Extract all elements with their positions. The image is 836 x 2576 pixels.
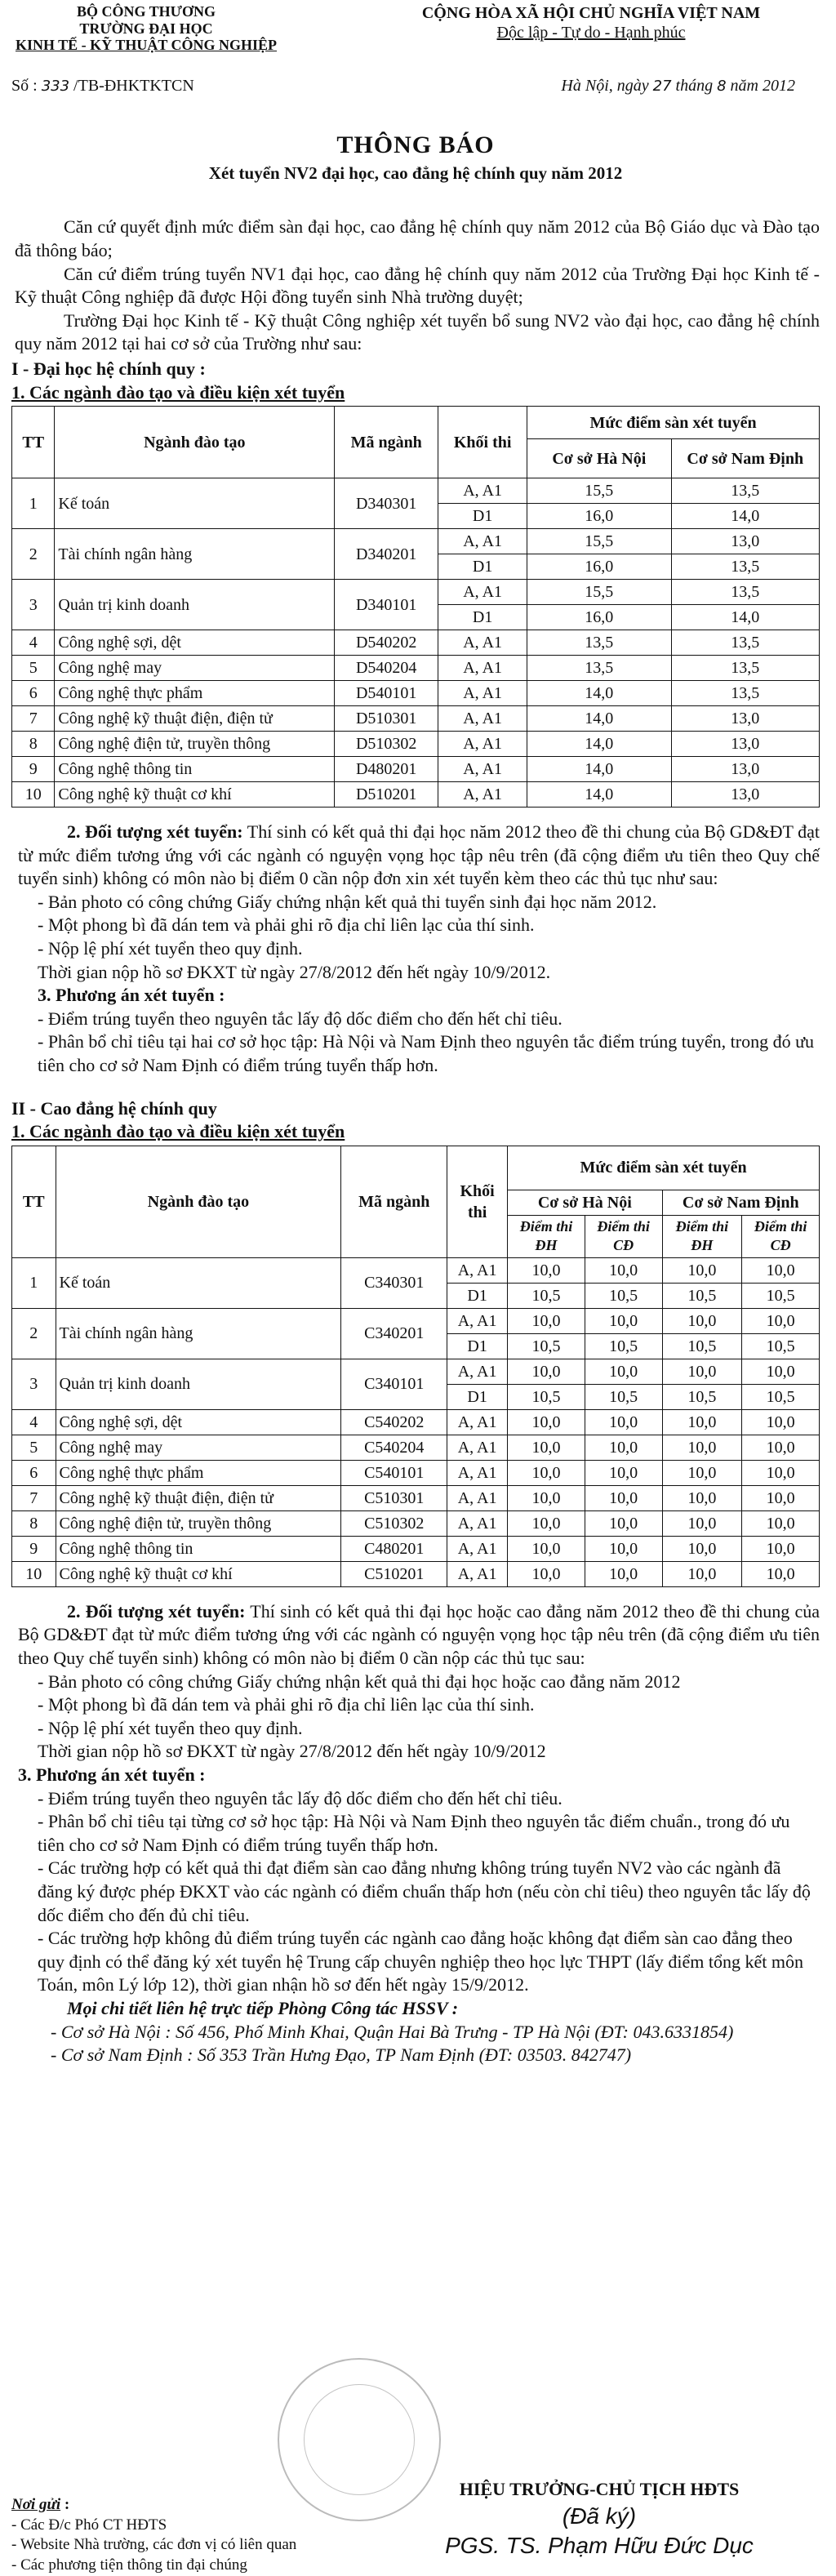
score-hanoi-dh: 10,0 [508,1485,585,1510]
row-number: 8 [12,1510,56,1536]
row-number: 2 [12,529,55,580]
score-namdinh-dh: 10,0 [662,1435,742,1460]
score-namdinh-dh: 10,0 [662,1561,742,1586]
eligibility-label: 2. Đối tượng xét tuyển: [67,821,243,843]
score-namdinh: 13,0 [671,757,820,782]
table-row [12,782,820,808]
score-namdinh: 13,0 [671,732,820,757]
row-number: 1 [12,478,55,529]
table-row [12,656,820,681]
date-month: 8 [717,78,727,96]
score-namdinh: 13,5 [671,554,820,580]
score-hanoi-cd: 10,5 [585,1333,662,1359]
score-namdinh-dh: 10,0 [662,1308,742,1333]
exam-block: A, A1 [438,732,527,757]
row-number: 10 [12,782,55,808]
table-row [12,529,820,554]
row-number: 7 [12,706,55,732]
score-hanoi-cd: 10,5 [585,1283,662,1308]
exam-block: D1 [447,1333,508,1359]
submission-period: Thời gian nộp hồ sơ ĐKXT từ ngày 27/8/2012 đến hết ngày 10/9/2012 [38,1741,546,1762]
score-hanoi-dh: 10,0 [508,1308,585,1333]
score-namdinh-dh: 10,0 [662,1536,742,1561]
exam-block: D1 [447,1283,508,1308]
score-hanoi-cd: 10,0 [585,1359,662,1384]
score-hanoi-dh: 10,0 [508,1536,585,1561]
intro-paragraphs [11,216,820,356]
recipients-block: Nơi gửi : - Các Đ/c Phó CT HĐTS - Website Nhà trường, các đơn vị có liên quan - Các phương tiện thông tin đại chúng [11,2495,296,2576]
section-university-heading: I - Đại học hệ chính quy : [11,358,206,379]
table-row [12,1460,820,1485]
program-code: D510201 [335,782,438,808]
score-hanoi: 14,0 [527,757,671,782]
table-row [12,580,820,605]
score-hanoi-cd: 10,0 [585,1510,662,1536]
table-row [12,732,820,757]
row-number: 10 [12,1561,56,1586]
col-namdinh: Cơ sở Nam Định [662,1190,820,1215]
score-namdinh-cd: 10,0 [742,1460,820,1485]
score-namdinh: 13,5 [671,630,820,656]
score-hanoi: 14,0 [527,782,671,808]
score-hanoi-cd: 10,0 [585,1536,662,1561]
method-item: - Điểm trúng tuyển theo nguyên tắc lấy độ dốc điểm cho đến hết chỉ tiêu. [38,1787,563,1809]
section-university-programs-heading: 1. Các ngành đào tạo và điều kiện xét tuyển [11,381,345,403]
reference-line [11,75,820,96]
intro-paragraph: Trường Đại học Kinh tế - Kỹ thuật Công nghiệp xét tuyển bổ sung NV2 vào đại học, cao đẳng hệ chính quy năm 2012 tại hai cơ sở của Trường như sau: [15,309,820,354]
issuer-block [11,3,281,54]
row-number: 8 [12,732,55,757]
score-hanoi-dh: 10,0 [508,1257,585,1283]
program-code: C540101 [341,1460,447,1485]
nation-block [362,3,820,54]
table-row [12,1409,820,1435]
score-hanoi-cd: 10,0 [585,1409,662,1435]
program-name: Công nghệ thực phẩm [55,681,335,706]
score-hanoi: 15,5 [527,529,671,554]
score-hanoi: 14,0 [527,732,671,757]
program-code: C510201 [341,1561,447,1586]
program-code: C540204 [341,1435,447,1460]
score-hanoi: 15,5 [527,580,671,605]
score-namdinh-cd: 10,0 [742,1536,820,1561]
submission-period: Thời gian nộp hồ sơ ĐKXT từ ngày 27/8/2012 đến hết ngày 10/9/2012. [38,961,551,982]
document-date: Hà Nội, ngày 27 tháng 8 năm 2012 [561,77,795,96]
col-exam-block: Khối thi [447,1146,508,1257]
row-number: 6 [12,681,55,706]
row-number: 3 [12,580,55,630]
exam-block: A, A1 [438,580,527,605]
school-name-line1: TRƯỜNG ĐẠI HỌC [79,20,213,37]
requirement-item: - Bản photo có công chứng Giấy chứng nhận kết quả thi đại học hoặc cao đẳng năm 2012 [38,1671,681,1692]
recipient-item: - Các phương tiện thông tin đại chúng [11,2556,247,2574]
program-code: D510302 [335,732,438,757]
recipients-label: Nơi gửi [11,2496,61,2513]
recipient-item: - Website Nhà trường, các đơn vị có liên quan [11,2536,297,2554]
program-name: Công nghệ thông tin [56,1536,341,1561]
program-code: D540204 [335,656,438,681]
document-number: Số : 333 /TB-ĐHKTKTCN [11,77,194,96]
exam-block: A, A1 [447,1536,508,1561]
score-namdinh: 13,0 [671,782,820,808]
score-namdinh: 14,0 [671,504,820,529]
col-hanoi: Cơ sở Hà Nội [508,1190,662,1215]
program-name: Công nghệ thực phẩm [56,1460,341,1485]
row-number: 5 [12,1435,56,1460]
col-hanoi-cd: Điểm thi CĐ [585,1215,662,1257]
score-hanoi-dh: 10,0 [508,1561,585,1586]
section-college-heading: II - Cao đẳng hệ chính quy [11,1097,217,1119]
exam-block: A, A1 [447,1435,508,1460]
university-table-body [12,478,820,808]
score-namdinh-cd: 10,0 [742,1257,820,1283]
program-name: Công nghệ sợi, dệt [55,630,335,656]
program-name: Công nghệ kỹ thuật cơ khí [56,1561,341,1586]
eligibility-text: Thí sinh có kết quả thi đại học hoặc cao đẳng năm 2012 theo đề thi chung của Bộ GD&ĐT đạt từ mức điểm tương ứng với các ngành có nguyện vọng học tập nêu trên (đã cộng điểm ưu tiên theo Quy chế tuyển sinh) không có môn nào bị điểm 0 cần nộp các thủ tục sau: [18,1600,820,1669]
program-name: Công nghệ điện tử, truyền thông [55,732,335,757]
score-namdinh-cd: 10,0 [742,1308,820,1333]
row-number: 9 [12,757,55,782]
eligibility-label: 2. Đối tượng xét tuyển: [67,1600,246,1622]
university-programs-table [11,406,820,808]
nation-name: CỘNG HÒA XÃ HỘI CHỦ NGHĨA VIỆT NAM [421,4,761,22]
date-day: 27 [652,78,672,96]
ministry-name: BỘ CÔNG THƯƠNG [76,3,216,20]
score-hanoi: 16,0 [527,504,671,529]
program-code: C510302 [341,1510,447,1536]
score-hanoi-dh: 10,0 [508,1510,585,1536]
table-row [12,1308,820,1333]
row-number: 4 [12,1409,56,1435]
program-name: Công nghệ sợi, dệt [56,1409,341,1435]
signer-name: PGS. TS. Phạm Hữu Đức Dục [445,2532,754,2558]
score-hanoi: 14,0 [527,706,671,732]
score-namdinh-cd: 10,5 [742,1333,820,1359]
score-hanoi-cd: 10,0 [585,1308,662,1333]
score-hanoi: 15,5 [527,478,671,504]
score-hanoi-cd: 10,0 [585,1561,662,1586]
col-min-score: Mức điểm sàn xét tuyển [508,1146,820,1190]
exam-block: A, A1 [438,656,527,681]
contact-heading: Mọi chi tiết liên hệ trực tiếp Phòng Công tác HSSV : [67,1997,459,2018]
score-namdinh-dh: 10,0 [662,1409,742,1435]
table-row [12,1435,820,1460]
score-hanoi-cd: 10,0 [585,1460,662,1485]
score-hanoi-dh: 10,5 [508,1384,585,1409]
score-namdinh-cd: 10,0 [742,1510,820,1536]
program-name: Kế toán [55,478,335,529]
document-subtitle: Xét tuyển NV2 đại học, cao đẳng hệ chính quy năm 2012 [208,163,623,184]
score-hanoi-cd: 10,0 [585,1257,662,1283]
program-name: Công nghệ kỹ thuật cơ khí [55,782,335,808]
program-name: Quản trị kinh doanh [55,580,335,630]
score-namdinh: 13,5 [671,580,820,605]
col-exam-block: Khối thi [438,407,527,478]
score-namdinh-cd: 10,0 [742,1485,820,1510]
intro-paragraph: Căn cứ điểm trúng tuyển NV1 đại học, cao đẳng hệ chính quy năm 2012 của Trường Đại học Kinh tế - Kỹ thuật Công nghiệp đã được Hội đồng tuyển sinh Nhà trường duyệt; [15,263,820,308]
exam-block: D1 [438,605,527,630]
requirement-item: - Một phong bì đã dán tem và phải ghi rõ địa chỉ liên lạc của thí sinh. [38,914,535,936]
program-code: D480201 [335,757,438,782]
selection-method-heading: 3. Phương án xét tuyển : [18,1764,206,1785]
document-title: THÔNG BÁO [336,131,495,159]
exam-block: A, A1 [447,1485,508,1510]
row-number: 2 [12,1308,56,1359]
table-row [12,681,820,706]
intro-paragraph: Căn cứ quyết định mức điểm sàn đại học, cao đẳng hệ chính quy năm 2012 của Bộ Giáo dục và Đào tạo đã thông báo; [15,216,820,260]
score-namdinh: 13,5 [671,681,820,706]
requirement-item: - Một phong bì đã dán tem và phải ghi rõ địa chỉ liên lạc của thí sinh. [38,1694,535,1715]
method-item: - Phân bổ chỉ tiêu tại hai cơ sở học tập: Hà Nội và Nam Định theo nguyên tắc điểm trúng tuyển, trong đó ưu tiên cho cơ sở Nam Định có điểm trúng tuyển thấp hơn. [38,1031,815,1076]
table-row [12,1510,820,1536]
score-namdinh-dh: 10,5 [662,1384,742,1409]
score-namdinh: 14,0 [671,605,820,630]
table-row [12,1536,820,1561]
col-program: Ngành đào tạo [56,1146,341,1257]
program-code: D340301 [335,478,438,529]
signer-title: HIỆU TRƯỞNG-CHỦ TỊCH HĐTS [459,2479,740,2499]
score-namdinh-dh: 10,0 [662,1460,742,1485]
program-code: C540202 [341,1409,447,1435]
score-namdinh: 13,5 [671,656,820,681]
col-min-score: Mức điểm sàn xét tuyển [527,407,820,439]
score-namdinh-cd: 10,0 [742,1409,820,1435]
exam-block: A, A1 [447,1409,508,1435]
contact-hanoi: - Cơ sở Hà Nội : Số 456, Phố Minh Khai, Quận Hai Bà Trưng - TP Hà Nội (ĐT: 043.6331854) [51,2021,734,2042]
row-number: 3 [12,1359,56,1409]
signed-note: (Đã ký) [562,2503,637,2529]
program-name: Công nghệ kỹ thuật điện, điện tử [55,706,335,732]
program-code: D540202 [335,630,438,656]
row-number: 4 [12,630,55,656]
program-name: Tài chính ngân hàng [55,529,335,580]
score-namdinh-cd: 10,0 [742,1359,820,1384]
program-code: C510301 [341,1485,447,1510]
score-namdinh-dh: 10,0 [662,1257,742,1283]
col-hanoi-dh: Điểm thi ĐH [508,1215,585,1257]
exam-block: A, A1 [447,1460,508,1485]
score-namdinh: 13,5 [671,478,820,504]
score-namdinh: 13,0 [671,706,820,732]
col-code: Mã ngành [341,1146,447,1257]
program-name: Tài chính ngân hàng [56,1308,341,1359]
signature-block [387,2478,812,2560]
selection-method-heading: 3. Phương án xét tuyển : [38,985,225,1006]
method-item: - Các trường hợp không đủ điểm trúng tuyển các ngành cao đẳng hoặc không đạt điểm sàn cao đẳng theo quy định có thể đăng ký xét tuyển hệ Trung cấp chuyên nghiệp theo học lực THPT (lấy điểm tổng kết môn Toán, môn Lý lớp 12), thời gian nhận hồ sơ đến hết ngày 15/9/2012. [38,1928,804,1995]
score-namdinh-dh: 10,5 [662,1283,742,1308]
section-college-programs-heading: 1. Các ngành đào tạo và điều kiện xét tuyển [11,1121,345,1142]
program-name: Công nghệ kỹ thuật điện, điện tử [56,1485,341,1510]
requirement-item: - Bản photo có công chứng Giấy chứng nhận kết quả thi tuyển sinh đại học năm 2012. [38,891,657,912]
col-program: Ngành đào tạo [55,407,335,478]
program-code: C340301 [341,1257,447,1308]
school-name-line2: KINH TẾ - KỸ THUẬT CÔNG NGHIỆP [15,37,278,54]
score-hanoi-cd: 10,0 [585,1435,662,1460]
exam-block: A, A1 [447,1257,508,1283]
score-hanoi: 13,5 [527,656,671,681]
eligibility-text: Thí sinh có kết quả thi đại học năm 2012 theo đề thi chung của Bộ GD&ĐT đạt từ mức điểm tương ứng với các ngành có nguyện vọng học tập nêu trên (đã cộng điểm ưu tiên theo Quy chế tuyển sinh) không có môn nào bị điểm 0 cần nộp đơn xin xét tuyển kèm theo các thủ tục như sau: [18,821,820,889]
score-namdinh-dh: 10,0 [662,1510,742,1536]
col-hanoi: Cơ sở Hà Nội [527,439,671,478]
score-hanoi: 14,0 [527,681,671,706]
program-code: D510301 [335,706,438,732]
exam-block: A, A1 [447,1510,508,1536]
program-code: D340201 [335,529,438,580]
program-name: Kế toán [56,1257,341,1308]
table-row [12,1359,820,1384]
requirement-item: - Nộp lệ phí xét tuyển theo quy định. [38,1717,303,1738]
score-namdinh: 13,0 [671,529,820,554]
exam-block: A, A1 [447,1359,508,1384]
program-code: C340101 [341,1359,447,1409]
method-item: - Các trường hợp có kết quả thi đạt điểm sàn cao đẳng nhưng không trúng tuyển NV2 vào các ngành đã đăng ký được phép ĐKXT vào các ngành có điểm chuẩn thấp hơn (nếu còn chỉ tiêu) theo nguyên tắc lấy độ dốc điểm cho đến đủ chỉ tiêu. [38,1857,811,1925]
exam-block: A, A1 [438,706,527,732]
table-row [12,757,820,782]
col-code: Mã ngành [335,407,438,478]
table-row [12,706,820,732]
score-hanoi-dh: 10,5 [508,1333,585,1359]
row-number: 6 [12,1460,56,1485]
score-hanoi-cd: 10,0 [585,1485,662,1510]
program-name: Công nghệ điện tử, truyền thông [56,1510,341,1536]
exam-block: A, A1 [438,757,527,782]
score-namdinh-dh: 10,0 [662,1359,742,1384]
program-name: Quản trị kinh doanh [56,1359,341,1409]
score-hanoi: 13,5 [527,630,671,656]
program-name: Công nghệ may [55,656,335,681]
exam-block: D1 [438,554,527,580]
exam-block: A, A1 [438,529,527,554]
score-hanoi-dh: 10,0 [508,1359,585,1384]
document-header [11,0,820,54]
exam-block: A, A1 [447,1308,508,1333]
score-hanoi-dh: 10,0 [508,1435,585,1460]
score-hanoi-cd: 10,5 [585,1384,662,1409]
col-tt: TT [12,407,55,478]
table-row [12,478,820,504]
score-namdinh-dh: 10,5 [662,1333,742,1359]
exam-block: A, A1 [438,681,527,706]
score-hanoi-dh: 10,0 [508,1409,585,1435]
table-row [12,630,820,656]
table-row [12,1257,820,1283]
col-namdinh-cd: Điểm thi CĐ [742,1215,820,1257]
exam-block: A, A1 [438,630,527,656]
row-number: 5 [12,656,55,681]
university-eligibility [11,821,820,1078]
score-namdinh-cd: 10,5 [742,1283,820,1308]
score-namdinh-cd: 10,5 [742,1384,820,1409]
method-item: - Phân bổ chỉ tiêu tại từng cơ sở học tập: Hà Nội và Nam Định theo nguyên tắc điểm chuẩn., trong đó ưu tiên cho cơ sở Nam Định có điểm trúng tuyển thấp hơn. [38,1811,790,1855]
table-row [12,1561,820,1586]
col-namdinh: Cơ sở Nam Định [671,439,820,478]
exam-block: A, A1 [438,782,527,808]
requirement-item: - Nộp lệ phí xét tuyển theo quy định. [38,938,303,959]
method-item: - Điểm trúng tuyển theo nguyên tắc lấy độ dốc điểm cho đến hết chỉ tiêu. [38,1008,563,1029]
program-code: C480201 [341,1536,447,1561]
score-hanoi-dh: 10,5 [508,1283,585,1308]
program-code: D540101 [335,681,438,706]
score-namdinh-cd: 10,0 [742,1561,820,1586]
score-hanoi-dh: 10,0 [508,1460,585,1485]
row-number: 1 [12,1257,56,1308]
program-name: Công nghệ may [56,1435,341,1460]
college-eligibility [11,1600,820,2067]
score-hanoi: 16,0 [527,605,671,630]
col-tt: TT [12,1146,56,1257]
col-namdinh-dh: Điểm thi ĐH [662,1215,742,1257]
score-hanoi: 16,0 [527,554,671,580]
program-name: Công nghệ thông tin [55,757,335,782]
program-code: C340201 [341,1308,447,1359]
row-number: 7 [12,1485,56,1510]
exam-block: A, A1 [438,478,527,504]
recipient-item: - Các Đ/c Phó CT HĐTS [11,2516,167,2534]
table-row [12,1485,820,1510]
exam-block: A, A1 [447,1561,508,1586]
nation-motto: Độc lập - Tự do - Hạnh phúc [496,24,686,42]
exam-block: D1 [438,504,527,529]
program-code: D340101 [335,580,438,630]
exam-block: D1 [447,1384,508,1409]
college-programs-table [11,1146,820,1587]
document-number-value: 333 [41,78,70,96]
row-number: 9 [12,1536,56,1561]
college-table-body [12,1257,820,1586]
contact-namdinh: - Cơ sở Nam Định : Số 353 Trần Hưng Đạo, TP Nam Định (ĐT: 03503. 842747) [51,2044,632,2066]
score-namdinh-cd: 10,0 [742,1435,820,1460]
score-namdinh-dh: 10,0 [662,1485,742,1510]
